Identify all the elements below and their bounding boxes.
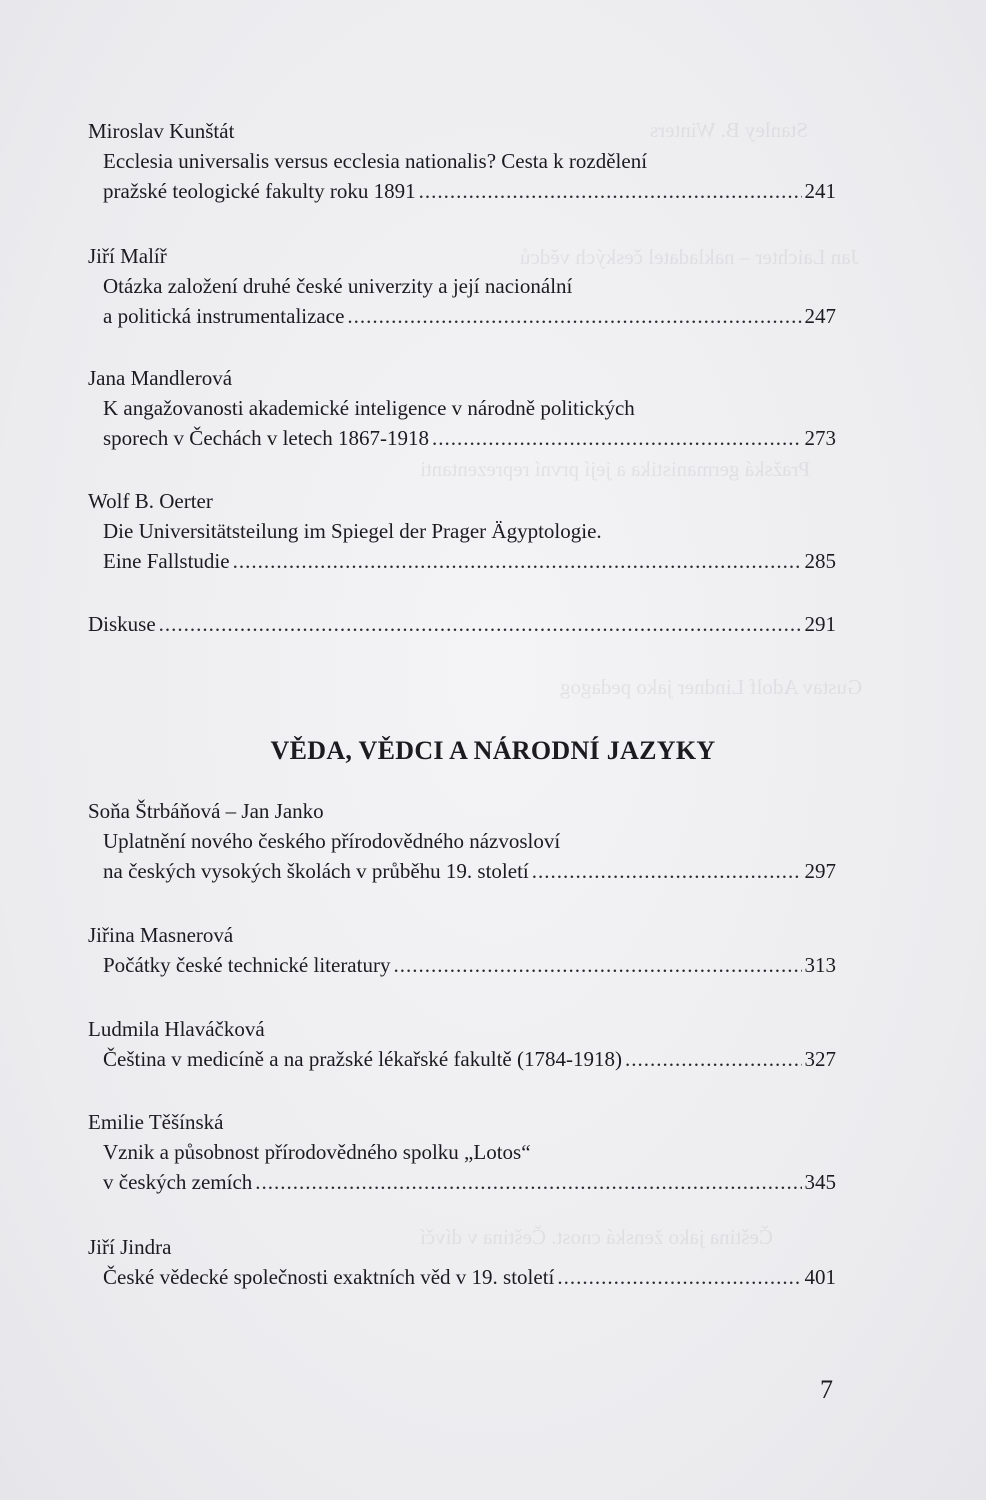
entry-author: Wolf B. Oerter <box>88 489 213 513</box>
entry-page-number: 345 <box>804 1170 836 1194</box>
entry-title-last-line[interactable] <box>88 423 836 453</box>
dot-leader <box>255 1167 801 1197</box>
section-title: VĚDA, VĚDCI A NÁRODNÍ JAZYKY <box>270 736 716 765</box>
show-through-text: Čeština jako ženská cnost. Čeština v dívčí <box>420 1225 773 1249</box>
entry-title-last-line[interactable] <box>88 856 836 886</box>
dot-leader <box>393 950 801 980</box>
entry-page-number: 285 <box>804 549 836 573</box>
toc-entry <box>88 363 836 453</box>
show-through-text: Gustav Adolf Lindner jako pedagog <box>560 675 863 699</box>
diskuse-page-number: 291 <box>804 612 836 636</box>
entry-title-last-line[interactable] <box>88 1044 836 1074</box>
entry-title-last-line[interactable] <box>88 176 836 206</box>
entry-title-last-line[interactable] <box>88 1262 836 1292</box>
show-through-text: Pražská germanistika a její první reprezentanti <box>420 457 811 481</box>
entry-title-line: Otázka založení druhé české univerzity a její nacionální <box>103 274 573 298</box>
entry-author: Miroslav Kunštát <box>88 119 235 143</box>
entry-author: Jiří Malíř <box>88 244 167 268</box>
dot-leader <box>347 301 801 331</box>
page-number: 7 <box>820 1375 833 1404</box>
entry-page-number: 273 <box>804 426 836 450</box>
entry-page-number: 247 <box>804 304 836 328</box>
dot-leader <box>419 176 802 206</box>
entry-title-line: Uplatnění nového českého přírodovědného názvosloví <box>103 829 561 853</box>
toc-entry <box>88 1107 836 1197</box>
entry-title-text: na českých vysokých školách v průběhu 19. století <box>103 859 529 883</box>
entry-title-last-line[interactable] <box>88 1167 836 1197</box>
toc-entry <box>88 1232 836 1292</box>
entry-author: Jiřina Masnerová <box>88 923 234 947</box>
entry-page-number: 327 <box>804 1047 836 1071</box>
toc-entry <box>88 1014 836 1074</box>
entry-author: Jana Mandlerová <box>88 366 233 390</box>
entry-page-number: 401 <box>804 1265 836 1289</box>
diskuse-label: Diskuse <box>88 612 156 636</box>
entry-title-last-line[interactable] <box>88 950 836 980</box>
entry-author: Ludmila Hlaváčková <box>88 1017 265 1041</box>
entry-title-text: v českých zemích <box>103 1170 253 1194</box>
entry-page-number: 241 <box>804 179 836 203</box>
entry-title-text: pražské teologické fakulty roku 1891 <box>103 179 416 203</box>
entry-title-text: Eine Fallstudie <box>103 549 230 573</box>
entry-author: Jiří Jindra <box>88 1235 172 1259</box>
entry-author: Soňa Štrbáňová – Jan Janko <box>88 799 324 823</box>
toc-entry <box>88 116 836 206</box>
toc-entry <box>88 486 836 576</box>
dot-leader <box>233 546 802 576</box>
toc-entry-diskuse <box>88 609 836 639</box>
entry-title-text: a politická instrumentalizace <box>103 304 345 328</box>
entry-title-text: Počátky české technické literatury <box>103 953 391 977</box>
dot-leader <box>432 423 802 453</box>
entry-author: Emilie Těšínská <box>88 1110 224 1134</box>
entry-title-text: Čeština v medicíně a na pražské lékařské fakultě (1784-1918) <box>103 1047 622 1071</box>
entry-title-line: Ecclesia universalis versus ecclesia nationalis? Cesta k rozdělení <box>103 149 648 173</box>
show-through-text: Jan Laichter – nakladatel českých vědců <box>520 245 859 269</box>
toc-entry <box>88 920 836 980</box>
show-through-text: Stanley B. Winters <box>650 118 809 142</box>
dot-leader <box>532 856 802 886</box>
entry-title-line: Vznik a působnost přírodovědného spolku „Lotos“ <box>103 1140 531 1164</box>
dot-leader <box>557 1262 801 1292</box>
entry-title-last-line[interactable] <box>88 546 836 576</box>
entry-title-line: K angažovanosti akademické inteligence v národně politických <box>103 396 635 420</box>
entry-page-number: 313 <box>804 953 836 977</box>
entry-title-last-line[interactable] <box>88 301 836 331</box>
toc-entry <box>88 241 836 331</box>
dot-leader <box>159 609 802 639</box>
dot-leader <box>625 1044 802 1074</box>
entry-title-line: Die Universitätsteilung im Spiegel der Prager Ägyptologie. <box>103 519 602 543</box>
entry-title-text: České vědecké společnosti exaktních věd v 19. století <box>103 1265 555 1289</box>
toc-entry <box>88 796 836 886</box>
entry-title-text: sporech v Čechách v letech 1867-1918 <box>103 426 429 450</box>
diskuse-line[interactable] <box>88 609 836 639</box>
entry-page-number: 297 <box>804 859 836 883</box>
